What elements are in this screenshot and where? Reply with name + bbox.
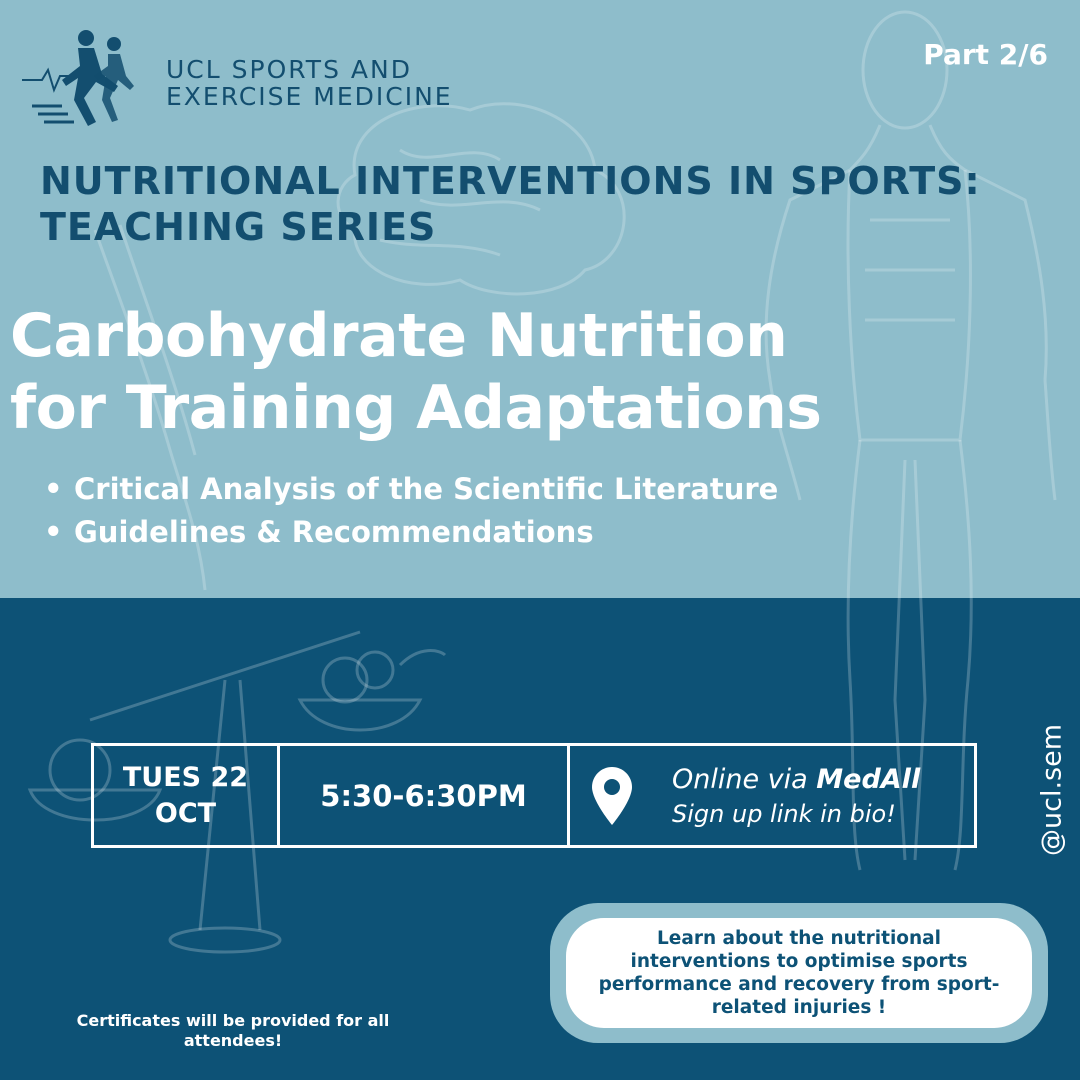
main-title-line-1: Carbohydrate Nutrition <box>10 301 788 371</box>
list-item <box>44 511 1044 554</box>
topic-list <box>44 468 1044 554</box>
location-platform: MedAll <box>816 763 921 795</box>
event-time: 5:30-6:30PM <box>280 746 570 845</box>
series-title-line-1: NUTRITIONAL INTERVENTIONS IN SPORTS: <box>40 159 981 203</box>
series-title <box>40 158 1070 250</box>
bullet-icon: • <box>44 472 63 506</box>
runners-icon <box>22 26 134 136</box>
series-title-line-2: TEACHING SERIES <box>40 205 437 249</box>
certificate-note: Certificates will be provided for all attendees! <box>76 1011 390 1050</box>
event-details-box <box>91 743 977 848</box>
topic-text: Critical Analysis of the Scientific Literature <box>74 472 779 506</box>
organization-name-line-1: UCL SPORTS AND <box>166 55 412 84</box>
list-item <box>44 468 1044 511</box>
social-handle: @ucl.sem <box>1036 723 1068 857</box>
topic-text: Guidelines & Recommendations <box>74 515 594 549</box>
location-text <box>672 762 920 830</box>
bullet-icon: • <box>44 515 63 549</box>
learn-callout <box>566 918 1032 1028</box>
event-date <box>94 746 280 845</box>
organization-name-line-2: EXERCISE MEDICINE <box>166 82 453 111</box>
event-date-line-2: OCT <box>154 797 217 829</box>
learn-callout-text: Learn about the nutritional interventions to optimise sports performance and recovery from sport-related injuries ! <box>598 928 1000 1018</box>
event-location <box>570 746 974 845</box>
main-title-line-2: for Training Adaptations <box>10 373 822 443</box>
main-title <box>10 300 1075 444</box>
organization-name <box>166 56 586 110</box>
event-date-line-1: TUES 22 <box>122 761 249 793</box>
signup-note: Sign up link in bio! <box>672 799 896 828</box>
location-prefix: Online via <box>672 763 817 795</box>
map-pin-icon <box>592 767 632 825</box>
part-label: Part 2/6 <box>923 38 1048 71</box>
